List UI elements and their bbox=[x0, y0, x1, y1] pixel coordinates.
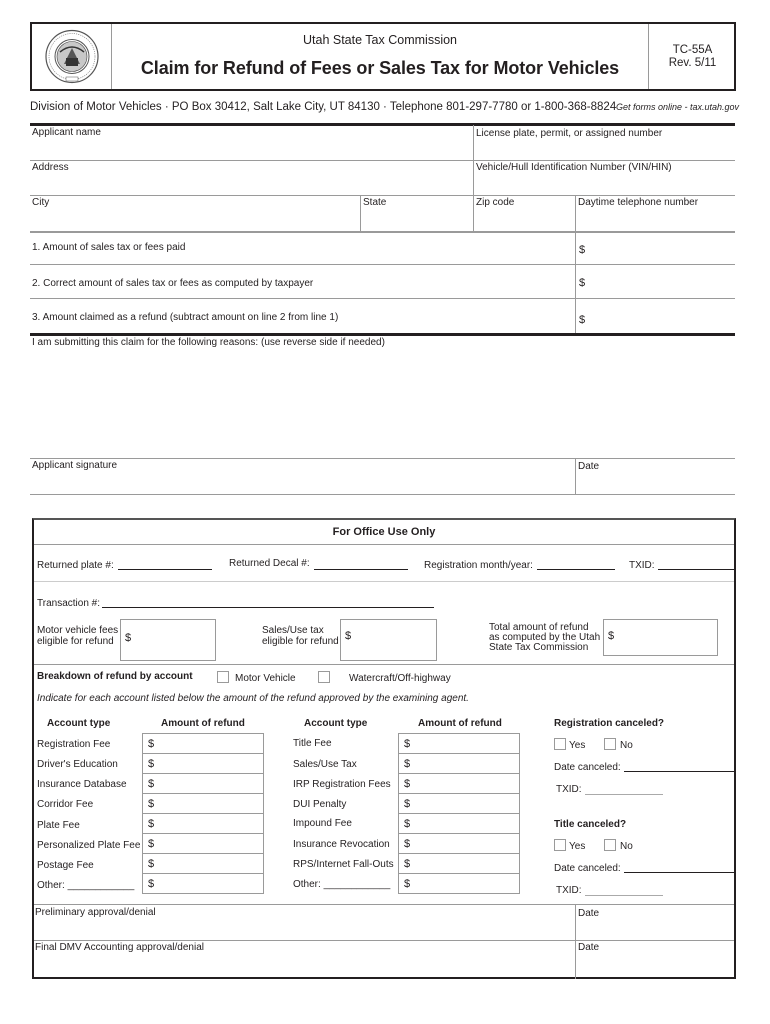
final-date-label: Date bbox=[578, 942, 600, 953]
account-label: Plate Fee bbox=[37, 820, 80, 831]
returned-plate-field[interactable] bbox=[118, 560, 212, 570]
form-id: TC-55A bbox=[672, 44, 713, 56]
txid-label: TXID: bbox=[629, 560, 655, 571]
registration-canceled-label: Registration canceled? bbox=[554, 718, 665, 729]
line-3-currency: $ bbox=[579, 314, 586, 326]
vin-label: Vehicle/Hull Identification Number (VIN/HIN) bbox=[476, 162, 672, 173]
zip-label: Zip code bbox=[476, 197, 515, 208]
address-label: Address bbox=[32, 162, 69, 173]
title-txid-label: TXID: bbox=[556, 885, 582, 896]
reasons-textarea[interactable] bbox=[30, 350, 735, 455]
refund-amount-field[interactable]: $ bbox=[143, 814, 263, 834]
divider bbox=[30, 160, 735, 161]
mv-fees-field[interactable] bbox=[120, 619, 216, 661]
refund-amount-field[interactable]: $ bbox=[399, 774, 519, 794]
form-revision: Rev. 5/11 bbox=[668, 57, 717, 69]
line-1-currency: $ bbox=[579, 244, 586, 256]
col-amount-left: Amount of refund bbox=[161, 718, 245, 729]
refund-amount-field[interactable]: $ bbox=[399, 854, 519, 874]
preliminary-date-label: Date bbox=[578, 908, 600, 919]
total-refund-label-line3: State Tax Commission bbox=[489, 642, 589, 653]
sales-tax-label-line1: Sales/Use tax bbox=[262, 625, 324, 636]
preliminary-date-field[interactable] bbox=[578, 920, 734, 938]
motor-vehicle-label: Motor Vehicle bbox=[235, 673, 296, 684]
divider bbox=[575, 196, 576, 231]
total-refund-field[interactable] bbox=[603, 619, 718, 656]
divider bbox=[575, 232, 576, 334]
preliminary-approval-label: Preliminary approval/denial bbox=[35, 907, 156, 918]
account-label: Insurance Database bbox=[37, 779, 127, 790]
left-refund-column bbox=[142, 733, 264, 894]
line-1-amount-field[interactable] bbox=[588, 238, 734, 260]
phone-label: Daytime telephone number bbox=[578, 197, 699, 208]
col-account-type-right: Account type bbox=[304, 718, 368, 729]
right-refund-column bbox=[398, 733, 520, 894]
returned-plate-label: Returned plate #: bbox=[37, 560, 114, 571]
divider bbox=[30, 195, 735, 196]
form-number bbox=[649, 44, 736, 70]
line-3-amount-field[interactable] bbox=[588, 305, 734, 331]
account-label: Corridor Fee bbox=[37, 799, 94, 810]
line-1-label: 1. Amount of sales tax or fees paid bbox=[32, 242, 186, 253]
refund-amount-field[interactable]: $ bbox=[399, 834, 519, 854]
total-refund-label-line1: Total amount of refund bbox=[489, 622, 589, 633]
motor-vehicle-checkbox[interactable] bbox=[217, 671, 229, 683]
office-use-title: For Office Use Only bbox=[332, 526, 436, 538]
divider bbox=[34, 664, 734, 665]
vin-field[interactable] bbox=[476, 174, 734, 194]
refund-amount-field[interactable]: $ bbox=[143, 754, 263, 774]
account-label: RPS/Internet Fall-Outs bbox=[293, 859, 394, 870]
registration-yes-label: Yes bbox=[569, 740, 586, 751]
registration-date-canceled-field[interactable] bbox=[624, 762, 736, 772]
forms-online-link[interactable]: Get forms online - tax.utah.gov bbox=[616, 102, 740, 112]
title-yes-label: Yes bbox=[569, 841, 586, 852]
divider bbox=[30, 458, 735, 459]
txid-field[interactable] bbox=[658, 560, 736, 570]
contact-info: Division of Motor Vehicles · PO Box 30412, Salt Lake City, UT 84130 · Telephone 801-297-7780 or 1-800-368-8824 bbox=[30, 101, 617, 113]
state-label: State bbox=[363, 197, 387, 208]
final-approval-field[interactable] bbox=[35, 955, 571, 975]
account-label: Other: ____________ bbox=[293, 879, 391, 890]
agency-name: Utah State Tax Commission bbox=[303, 33, 457, 47]
returned-decal-label: Returned Decal #: bbox=[229, 558, 310, 569]
divider bbox=[575, 905, 576, 979]
account-label: Driver's Education bbox=[37, 759, 118, 770]
refund-amount-field[interactable]: $ bbox=[399, 814, 519, 834]
breakdown-label: Breakdown of refund by account bbox=[37, 671, 193, 682]
mv-fees-label bbox=[37, 625, 118, 647]
office-use-section bbox=[32, 518, 736, 979]
account-label: Insurance Revocation bbox=[293, 839, 390, 850]
account-label: Sales/Use Tax bbox=[293, 759, 357, 770]
divider bbox=[473, 125, 474, 231]
divider bbox=[360, 196, 361, 231]
sales-tax-field[interactable] bbox=[340, 619, 437, 661]
account-label: DUI Penalty bbox=[293, 799, 347, 810]
registration-txid-label: TXID: bbox=[556, 784, 582, 795]
license-plate-field[interactable] bbox=[476, 140, 734, 158]
refund-amount-field[interactable]: $ bbox=[399, 754, 519, 774]
title-canceled-label: Title canceled? bbox=[554, 819, 627, 830]
divider bbox=[30, 333, 735, 336]
applicant-name-field[interactable] bbox=[30, 138, 470, 158]
registration-month-year-label: Registration month/year: bbox=[424, 560, 533, 571]
currency-symbol: $ bbox=[345, 630, 352, 642]
account-label: Registration Fee bbox=[37, 739, 111, 750]
account-label: Impound Fee bbox=[293, 818, 352, 829]
divider bbox=[30, 123, 735, 126]
account-label: Other: ____________ bbox=[37, 880, 135, 891]
form-title: Claim for Refund of Fees or Sales Tax for Motor Vehicles bbox=[140, 58, 620, 78]
line-2-label: 2. Correct amount of sales tax or fees as computed by taxpayer bbox=[32, 278, 314, 289]
registration-date-canceled-label: Date canceled: bbox=[554, 762, 621, 773]
divider bbox=[30, 298, 735, 299]
divider bbox=[575, 459, 576, 494]
final-approval-label: Final DMV Accounting approval/denial bbox=[35, 942, 204, 953]
divider bbox=[30, 264, 735, 265]
utah-state-seal-icon bbox=[44, 28, 100, 85]
refund-amount-field[interactable]: $ bbox=[143, 834, 263, 854]
returned-decal-field[interactable] bbox=[314, 560, 408, 570]
reasons-label: I am submitting this claim for the following reasons: (use reverse side if needed) bbox=[32, 337, 385, 348]
refund-amount-field[interactable]: $ bbox=[143, 734, 263, 754]
divider bbox=[34, 904, 734, 905]
address-field[interactable] bbox=[30, 174, 470, 194]
refund-amount-field[interactable]: $ bbox=[399, 734, 519, 754]
title-date-canceled-field[interactable] bbox=[624, 863, 736, 873]
title-no-label: No bbox=[620, 841, 633, 852]
total-refund-label-line2: as computed by the Utah bbox=[489, 632, 601, 643]
transaction-label: Transaction #: bbox=[37, 598, 100, 609]
account-label: IRP Registration Fees bbox=[293, 779, 391, 790]
city-field[interactable] bbox=[30, 209, 358, 229]
watercraft-checkbox[interactable] bbox=[318, 671, 330, 683]
refund-amount-field[interactable]: $ bbox=[143, 854, 263, 874]
instruction-text: Indicate for each account listed below the amount of the refund approved by the examining agent. bbox=[37, 693, 469, 704]
refund-amount-field[interactable]: $ bbox=[399, 794, 519, 814]
final-date-field[interactable] bbox=[578, 955, 734, 975]
state-field[interactable] bbox=[363, 209, 471, 229]
title-date-canceled-label: Date canceled: bbox=[554, 863, 621, 874]
currency-symbol: $ bbox=[608, 630, 615, 642]
line-3-label: 3. Amount claimed as a refund (subtract amount on line 2 from line 1) bbox=[32, 312, 339, 323]
refund-amount-field[interactable]: $ bbox=[143, 774, 263, 794]
account-label: Title Fee bbox=[293, 738, 332, 749]
sales-tax-label bbox=[262, 625, 339, 647]
title-txid-field[interactable] bbox=[585, 886, 663, 896]
refund-amount-field[interactable]: $ bbox=[399, 874, 519, 894]
registration-txid-field[interactable] bbox=[585, 785, 663, 795]
transaction-field[interactable] bbox=[102, 598, 434, 608]
refund-amount-field[interactable]: $ bbox=[143, 874, 263, 894]
line-2-amount-field[interactable] bbox=[588, 270, 734, 294]
total-refund-label bbox=[489, 623, 600, 653]
col-amount-right: Amount of refund bbox=[418, 718, 502, 729]
title-canceled-yes-checkbox[interactable] bbox=[554, 839, 566, 851]
applicant-name-label: Applicant name bbox=[32, 127, 101, 138]
phone-field[interactable] bbox=[578, 209, 734, 229]
signature-label: Applicant signature bbox=[32, 460, 118, 471]
title-canceled-no-checkbox[interactable] bbox=[604, 839, 616, 851]
watercraft-label: Watercraft/Off-highway bbox=[349, 673, 451, 684]
line-2-currency: $ bbox=[579, 277, 586, 289]
signature-field[interactable] bbox=[30, 472, 573, 492]
license-plate-label: License plate, permit, or assigned number bbox=[476, 128, 663, 139]
divider bbox=[30, 494, 735, 495]
divider bbox=[34, 581, 734, 582]
signature-date-field[interactable] bbox=[578, 473, 734, 492]
registration-canceled-yes-checkbox[interactable] bbox=[554, 738, 566, 750]
preliminary-approval-field[interactable] bbox=[35, 920, 571, 938]
zip-field[interactable] bbox=[476, 209, 573, 229]
account-label: Postage Fee bbox=[37, 860, 94, 871]
account-label: Personalized Plate Fee bbox=[37, 840, 141, 851]
mv-fees-label-line2: eligible for refund bbox=[37, 636, 114, 647]
col-account-type-left: Account type bbox=[47, 718, 111, 729]
divider bbox=[30, 231, 735, 233]
sales-tax-label-line2: eligible for refund bbox=[262, 636, 339, 647]
currency-symbol: $ bbox=[125, 632, 132, 644]
divider bbox=[34, 940, 734, 941]
registration-canceled-no-checkbox[interactable] bbox=[604, 738, 616, 750]
refund-amount-field[interactable]: $ bbox=[143, 794, 263, 814]
city-label: City bbox=[32, 197, 50, 208]
form-header bbox=[30, 22, 736, 91]
registration-month-year-field[interactable] bbox=[537, 560, 615, 570]
registration-no-label: No bbox=[620, 740, 633, 751]
divider bbox=[34, 544, 734, 545]
mv-fees-label-line1: Motor vehicle fees bbox=[37, 625, 119, 636]
signature-date-label: Date bbox=[578, 461, 600, 472]
